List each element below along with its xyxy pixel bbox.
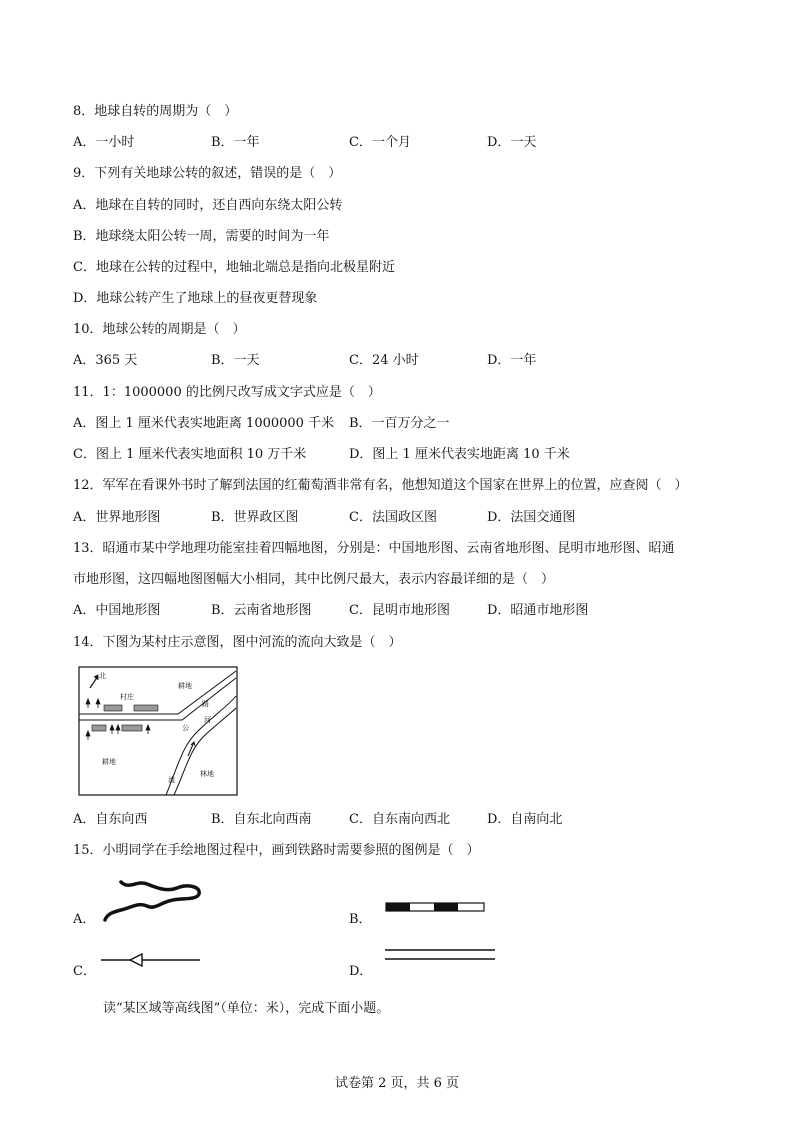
q10-option-d: D．一年 bbox=[487, 353, 537, 368]
q15-option-a-letter: A． bbox=[73, 912, 96, 927]
map-label-farmland-bottom: 耕地 bbox=[102, 758, 116, 766]
railway-legend-icon bbox=[385, 900, 485, 916]
q10-option-a: A．365 天 bbox=[73, 353, 138, 368]
q9-option-d: D．地球公转产生了地球上的昼夜更替现象 bbox=[73, 291, 318, 306]
q11-option-a: A．图上 1 厘米代表实地距离 1000000 千米 bbox=[73, 416, 335, 431]
q12-option-b: B．世界政区图 bbox=[211, 510, 299, 525]
q12-option-c: C．法国政区图 bbox=[349, 510, 437, 525]
q9-option-c: C．地球在公转的过程中，地轴北端总是指向北极星附近 bbox=[73, 260, 395, 275]
house-icon bbox=[104, 705, 122, 711]
q9-option-b: B．地球绕太阳公转一周，需要的时间为一年 bbox=[73, 229, 330, 244]
map-label-river-road: 河 bbox=[204, 716, 211, 724]
map-label-road-2: 公 bbox=[182, 724, 189, 732]
house-icon bbox=[92, 725, 106, 731]
question-10: 10．地球公转的周期是（ ） bbox=[73, 322, 246, 337]
q8-option-d: D．一天 bbox=[487, 135, 537, 150]
question-14: 14．下图为某村庄示意图，图中河流的流向大致是（ ） bbox=[73, 635, 402, 650]
q12-option-d: D．法国交通图 bbox=[487, 510, 576, 525]
q11-option-b: B．一百万分之一 bbox=[349, 416, 450, 431]
house-icon bbox=[134, 705, 158, 711]
map-label-village: 村庄 bbox=[120, 693, 134, 701]
question-12: 12．军军在看课外书时了解到法国的红葡萄酒非常有名，他想知道这个国家在世界上的位置，应查阅（ ） bbox=[73, 478, 688, 493]
q13-option-a: A．中国地形图 bbox=[73, 603, 161, 618]
q8-option-c: C．一个月 bbox=[349, 135, 411, 150]
village-map bbox=[78, 666, 238, 796]
question-13-line-2: 市地形图，这四幅地图图幅大小相同，其中比例尺最大，表示内容最详细的是（ ） bbox=[73, 572, 555, 587]
q15-option-b-letter: B． bbox=[349, 912, 372, 927]
q10-option-c: C．24 小时 bbox=[349, 353, 419, 368]
q10-option-b: B．一天 bbox=[211, 353, 260, 368]
q8-option-b: B．一年 bbox=[211, 135, 260, 150]
map-label-farmland-top: 耕地 bbox=[178, 682, 192, 690]
q15-option-c-letter: C． bbox=[73, 964, 96, 979]
q14-option-c: C．自东南向西北 bbox=[349, 812, 450, 827]
q15-option-d-letter: D． bbox=[349, 964, 373, 979]
question-9: 9．下列有关地球公转的叙述，错误的是（ ） bbox=[73, 166, 342, 181]
question-15: 15．小明同学在手绘地图过程中，画到铁路时需要参照的图例是（ ） bbox=[73, 843, 480, 858]
map-label-north: 北 bbox=[99, 672, 106, 680]
q13-option-c: C．昆明市地形图 bbox=[349, 603, 450, 618]
map-label-road-1: 路 bbox=[202, 700, 209, 708]
q9-option-a: A．地球在自转的同时，还自西向东绕太阳公转 bbox=[73, 198, 343, 213]
river-legend-icon bbox=[103, 876, 208, 922]
q11-option-c: C．图上 1 厘米代表实地面积 10 万千米 bbox=[73, 447, 307, 462]
q13-option-b: B．云南省地形图 bbox=[211, 603, 312, 618]
q14-option-b: B．自东北向西南 bbox=[211, 812, 312, 827]
house-icon bbox=[122, 725, 142, 731]
double-line-legend-icon bbox=[385, 947, 497, 963]
q12-option-a: A．世界地形图 bbox=[73, 510, 161, 525]
q14-option-a: A．自东向西 bbox=[73, 812, 148, 827]
q14-option-d: D．自南向北 bbox=[487, 812, 563, 827]
question-11: 11．1：1000000 的比例尺改写成文字式应是（ ） bbox=[73, 385, 381, 400]
arrow-legend-icon bbox=[100, 950, 204, 970]
question-13-line-1: 13．昭通市某中学地理功能室挂着四幅地图，分别是：中国地形图、云南省地形图、昆明市地形图、昭通 bbox=[73, 541, 675, 556]
q8-option-a: A．一小时 bbox=[73, 135, 135, 150]
q11-option-d: D．图上 1 厘米代表实地距离 10 千米 bbox=[349, 447, 570, 462]
question-8: 8．地球自转的周期为（ ） bbox=[73, 104, 238, 119]
reading-instruction: 读“某区域等高线图”（单位：米），完成下面小题。 bbox=[103, 1001, 390, 1016]
map-label-forest: 林地 bbox=[200, 770, 214, 778]
map-label-river: 流 bbox=[168, 776, 175, 784]
q13-option-d: D．昭通市地形图 bbox=[487, 603, 589, 618]
page-footer: 试卷第 2 页，共 6 页 bbox=[334, 1076, 460, 1091]
